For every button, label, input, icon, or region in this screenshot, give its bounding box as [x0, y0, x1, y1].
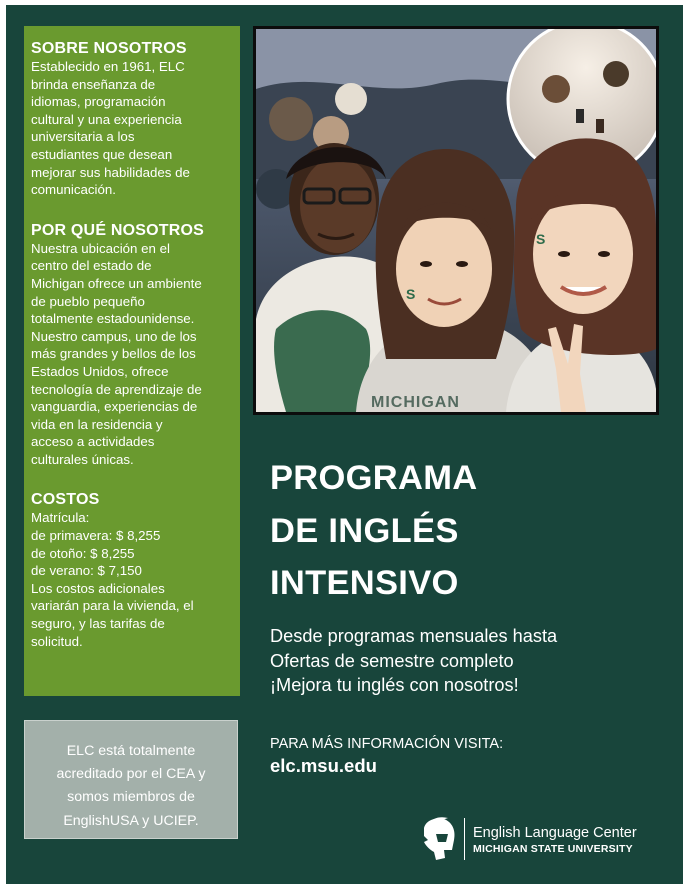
why-line: Estados Unidos, ofrece	[31, 363, 169, 379]
why-heading: POR QUÉ NOSOTROS	[31, 221, 204, 239]
accreditation-line: somos miembros de	[67, 789, 195, 806]
why-line: acceso a actividades	[31, 434, 155, 450]
title-line: PROGRAMA	[270, 459, 478, 497]
costs-line: seguro, y las tarifas de	[31, 616, 165, 632]
website-link[interactable]: elc.msu.edu	[270, 755, 377, 776]
about-text	[31, 58, 230, 199]
info-label: PARA MÁS INFORMACIÓN VISITA:	[270, 736, 504, 752]
costs-line: Matrícula:	[31, 510, 90, 526]
why-line: Michigan ofrece un ambiente	[31, 275, 202, 291]
costs-line: solicitud.	[31, 633, 83, 649]
costs-section	[31, 491, 230, 650]
info-sidebar	[24, 26, 240, 696]
title-line: DE INGLÉS	[270, 511, 459, 550]
description-line: Desde programas mensuales hasta	[270, 626, 558, 646]
about-line: idiomas, programación	[31, 94, 166, 110]
title-line: INTENSIVO	[270, 564, 459, 602]
about-line: mejorar sus habilidades de	[31, 164, 190, 180]
why-line: vanguardia, experiencias de	[31, 399, 198, 415]
why-line: centro del estado de	[31, 258, 152, 274]
why-line: vida en la residencia y	[31, 416, 163, 432]
costs-line: Los costos adicionales	[31, 580, 165, 596]
elc-logo	[416, 816, 666, 866]
program-description	[270, 624, 557, 698]
svg-text:MICHIGAN: MICHIGAN	[371, 394, 460, 411]
costs-heading: COSTOS	[31, 491, 100, 509]
why-line: culturales únicas.	[31, 451, 134, 467]
students-photo	[253, 26, 659, 415]
accreditation-box	[24, 720, 238, 839]
about-line: cultural y una experiencia	[31, 111, 182, 127]
why-line: Nuestra ubicación en el	[31, 240, 170, 256]
accreditation-line: EnglishUSA y UCIEP.	[63, 812, 199, 829]
why-line: Nuestro campus, uno de los	[31, 328, 197, 344]
about-line: comunicación.	[31, 182, 116, 198]
logo-university: MICHIGAN STATE UNIVERSITY	[473, 843, 633, 855]
costs-line: de verano: $ 7,150	[31, 563, 142, 579]
svg-text:S: S	[536, 231, 546, 247]
svg-text:S: S	[406, 286, 416, 302]
why-line: de pueblo pequeño	[31, 293, 145, 309]
costs-line: de primavera: $ 8,255	[31, 528, 161, 544]
why-line: tecnología de aprendizaje de	[31, 381, 202, 397]
about-heading: SOBRE NOSOTROS	[31, 40, 187, 57]
costs-line: de otoño: $ 8,255	[31, 545, 135, 561]
costs-line: variarán para la vivienda, el	[31, 598, 194, 614]
about-line: estudiantes que desean	[31, 146, 173, 162]
about-line: Establecido en 1961, ELC	[31, 59, 185, 74]
costs-text	[31, 509, 230, 650]
about-line: universitaria a los	[31, 129, 135, 145]
description-line: Ofertas de semestre completo	[270, 650, 514, 671]
students-photo-illustration	[256, 29, 656, 412]
spartan-helmet-icon	[418, 816, 458, 862]
logo-name: English Language Center	[473, 825, 637, 841]
why-text	[31, 240, 230, 469]
accreditation-line: acreditado por el CEA y	[56, 766, 206, 783]
description-line: ¡Mejora tu inglés con nosotros!	[270, 675, 519, 695]
logo-divider	[464, 818, 465, 860]
about-line: brinda enseñanza de	[31, 76, 156, 92]
why-line: más grandes y bellos de los	[31, 346, 196, 362]
why-line: totalmente estadounidense.	[31, 311, 195, 327]
accreditation-line: ELC está totalmente	[66, 743, 196, 759]
about-section	[31, 40, 230, 199]
program-title	[270, 452, 477, 610]
why-section	[31, 222, 230, 469]
